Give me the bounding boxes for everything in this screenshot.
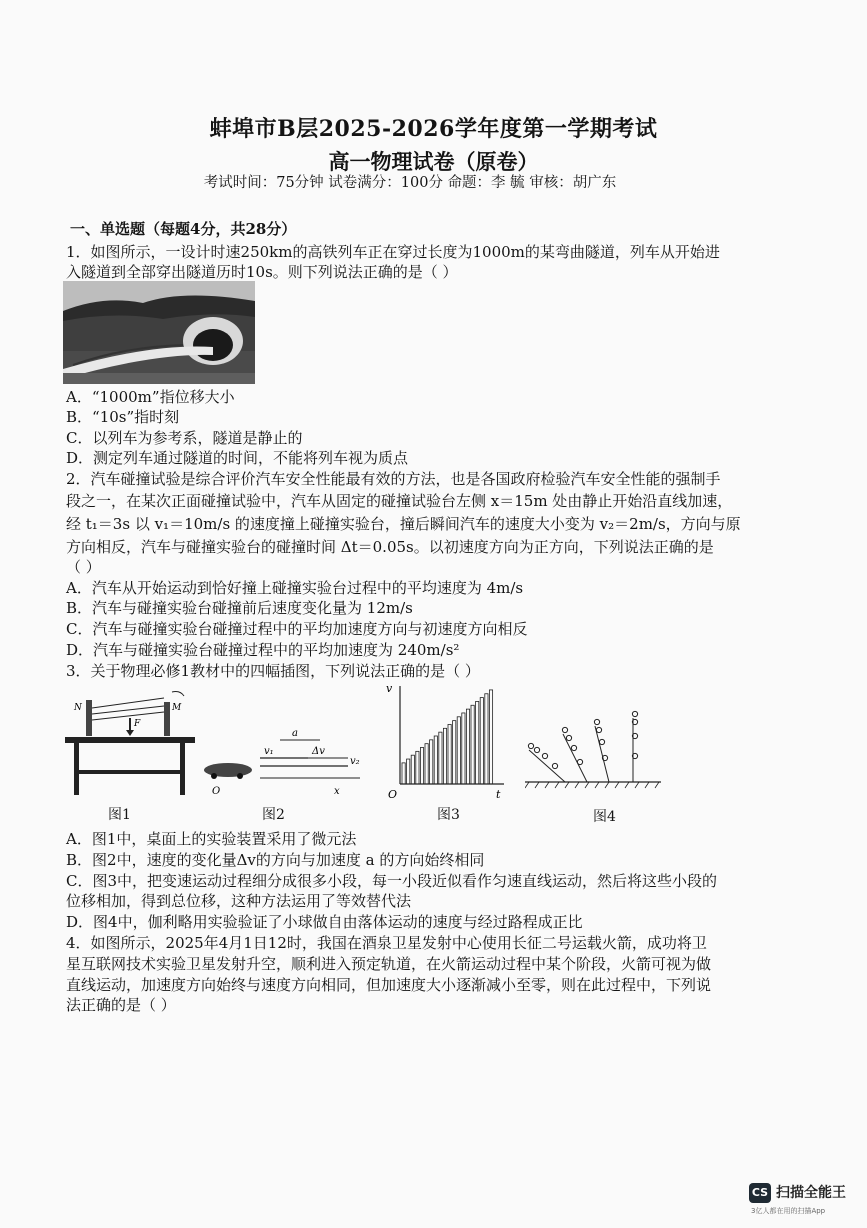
figure-4-diagram xyxy=(525,700,665,795)
q4-stem-line1: 4．如图所示，2025年4月1日12时，我国在酒泉卫星发射中心使用长征二号运载火箭，成功将卫 xyxy=(66,934,707,952)
fig4-caption: 图4 xyxy=(593,809,616,825)
fig2-label-dv: Δv xyxy=(312,746,325,757)
fig1-label-m: M xyxy=(172,703,182,713)
q4-stem-line4: 法正确的是（ ） xyxy=(66,996,176,1014)
fig3-bar-12 xyxy=(453,721,456,784)
fig3-bar-13 xyxy=(457,717,460,784)
q3-stem: 3．关于物理必修1教材中的四幅插图，下列说法正确的是（ ） xyxy=(66,662,480,680)
q2-stem-line2: 段之一，在某次正面碰撞试验中，汽车从固定的碰撞试验台左侧 x＝15m 处由静止开始沿直线加速， xyxy=(66,492,733,510)
fig3-bar-3 xyxy=(411,755,414,784)
fig2-label-v2: v₂ xyxy=(350,756,360,767)
fig3-bar-5 xyxy=(420,748,423,784)
q2-option-b: B．汽车与碰撞实验台碰撞前后速度变化量为 12m/s xyxy=(66,599,413,617)
fig3-bar-20 xyxy=(489,690,492,784)
fig3-bar-4 xyxy=(416,751,419,784)
fig3-label-o: O xyxy=(388,788,398,800)
fig3-bar-16 xyxy=(471,705,474,784)
fig3-label-t: t xyxy=(496,788,501,800)
figure-3-chart xyxy=(382,680,512,800)
fig3-bar-14 xyxy=(462,713,465,784)
fig1-label-n: N xyxy=(74,703,82,713)
fig1-caption: 图1 xyxy=(108,807,131,823)
fig3-bar-9 xyxy=(439,732,442,784)
fig3-bar-19 xyxy=(485,694,488,784)
q3-option-c-cont: 位移相加，得到总位移，这种方法运用了等效替代法 xyxy=(66,892,412,910)
fig3-label-v: v xyxy=(386,682,393,695)
fig3-bar-17 xyxy=(476,701,479,784)
exam-title: 蚌埠市B层2025-2026学年度第一学期考试 xyxy=(209,116,658,142)
fig3-bar-15 xyxy=(466,709,469,784)
scanner-logo-icon: CS xyxy=(749,1183,771,1203)
figure-1-diagram xyxy=(60,680,200,800)
q3-figures xyxy=(60,680,680,830)
q2-option-c: C．汽车与碰撞实验台碰撞过程中的平均加速度方向与初速度方向相反 xyxy=(66,620,528,638)
q3-option-c: C．图3中，把变速运动过程细分成很多小段，每一小段近似看作匀速直线运动，然后将这些小段的 xyxy=(66,872,718,890)
fig3-bar-7 xyxy=(430,740,433,784)
q2-stem-line5: （ ） xyxy=(66,558,101,576)
q1-option-b: B．“10s”指时刻 xyxy=(66,408,180,426)
fig2-label-v1: v₁ xyxy=(264,746,274,757)
q3-option-b: B．图2中，速度的变化量Δv的方向与加速度 a 的方向始终相同 xyxy=(66,851,485,869)
q1-option-c: C．以列车为参考系，隧道是静止的 xyxy=(66,429,303,447)
exam-meta: 考试时间：75分钟 试卷满分：100分 命题：李 毓 审核：胡广东 xyxy=(203,175,617,191)
q3-option-a: A．图1中，桌面上的实验装置采用了微元法 xyxy=(66,830,357,848)
fig2-label-x: x xyxy=(334,786,340,797)
fig2-label-a: a xyxy=(292,728,298,739)
q1-stem-line2: 入隧道到全部穿出隧道历时10s。则下列说法正确的是（ ） xyxy=(66,263,458,281)
fig3-bar-6 xyxy=(425,744,428,784)
q2-option-d: D．汽车与碰撞实验台碰撞过程中的平均加速度为 240m/s² xyxy=(66,641,460,659)
fig1-label-f: F xyxy=(134,719,141,729)
fig3-bar-1 xyxy=(402,763,405,784)
q2-option-a: A．汽车从开始运动到恰好撞上碰撞实验台过程中的平均速度为 4m/s xyxy=(66,579,524,597)
section-heading: 一、单选题（每题4分，共28分） xyxy=(70,220,297,238)
fig3-bar-11 xyxy=(448,724,451,784)
fig3-caption: 图3 xyxy=(437,807,460,823)
figure-2-diagram xyxy=(200,720,370,800)
fig2-label-o: O xyxy=(212,786,221,797)
q1-stem-line1: 1．如图所示，一设计时速250km的高铁列车正在穿过长度为1000m的某弯曲隧道，列车从开始进 xyxy=(66,243,720,261)
q2-stem-line3: 经 t₁＝3s 以 v₁＝10m/s 的速度撞上碰撞实验台，撞后瞬间汽车的速度大小变为 v₂＝2m/s，方向与原 xyxy=(66,515,741,533)
q1-option-a: A．“1000m”指位移大小 xyxy=(66,388,235,406)
fig3-bar-2 xyxy=(407,759,410,784)
scanner-watermark xyxy=(749,1180,849,1220)
q4-stem-line2: 星互联网技术实验卫星发射升空，顺利进入预定轨道，在火箭运动过程中某个阶段，火箭可视为做 xyxy=(66,955,712,973)
train-tunnel-photo xyxy=(63,281,255,384)
q3-option-d: D．图4中，伽利略用实验验证了小球做自由落体运动的速度与经过路程成正比 xyxy=(66,913,583,931)
scanner-tagline: 3亿人都在用的扫描App xyxy=(751,1207,826,1215)
q1-option-d: D．测定列车通过隧道的时间，不能将列车视为质点 xyxy=(66,449,409,467)
q2-stem-line1: 2．汽车碰撞试验是综合评价汽车安全性能最有效的方法，也是各国政府检验汽车安全性能的强制手 xyxy=(66,470,721,488)
fig2-caption: 图2 xyxy=(262,807,285,823)
fig3-bar-10 xyxy=(443,728,446,784)
q2-stem-line4: 方向相反，汽车与碰撞实验台的碰撞时间 Δt＝0.05s。以初速度方向为正方向，下列说法正确的是 xyxy=(66,538,714,556)
q4-stem-line3: 直线运动，加速度方向始终与速度方向相同，但加速度大小逐渐减小至零，则在此过程中，下列说 xyxy=(66,976,712,994)
scanner-name: 扫描全能王 xyxy=(776,1185,846,1201)
exam-subtitle: 高一物理试卷（原卷） xyxy=(328,149,539,174)
fig3-bar-8 xyxy=(434,736,437,784)
fig3-bar-18 xyxy=(480,698,483,784)
